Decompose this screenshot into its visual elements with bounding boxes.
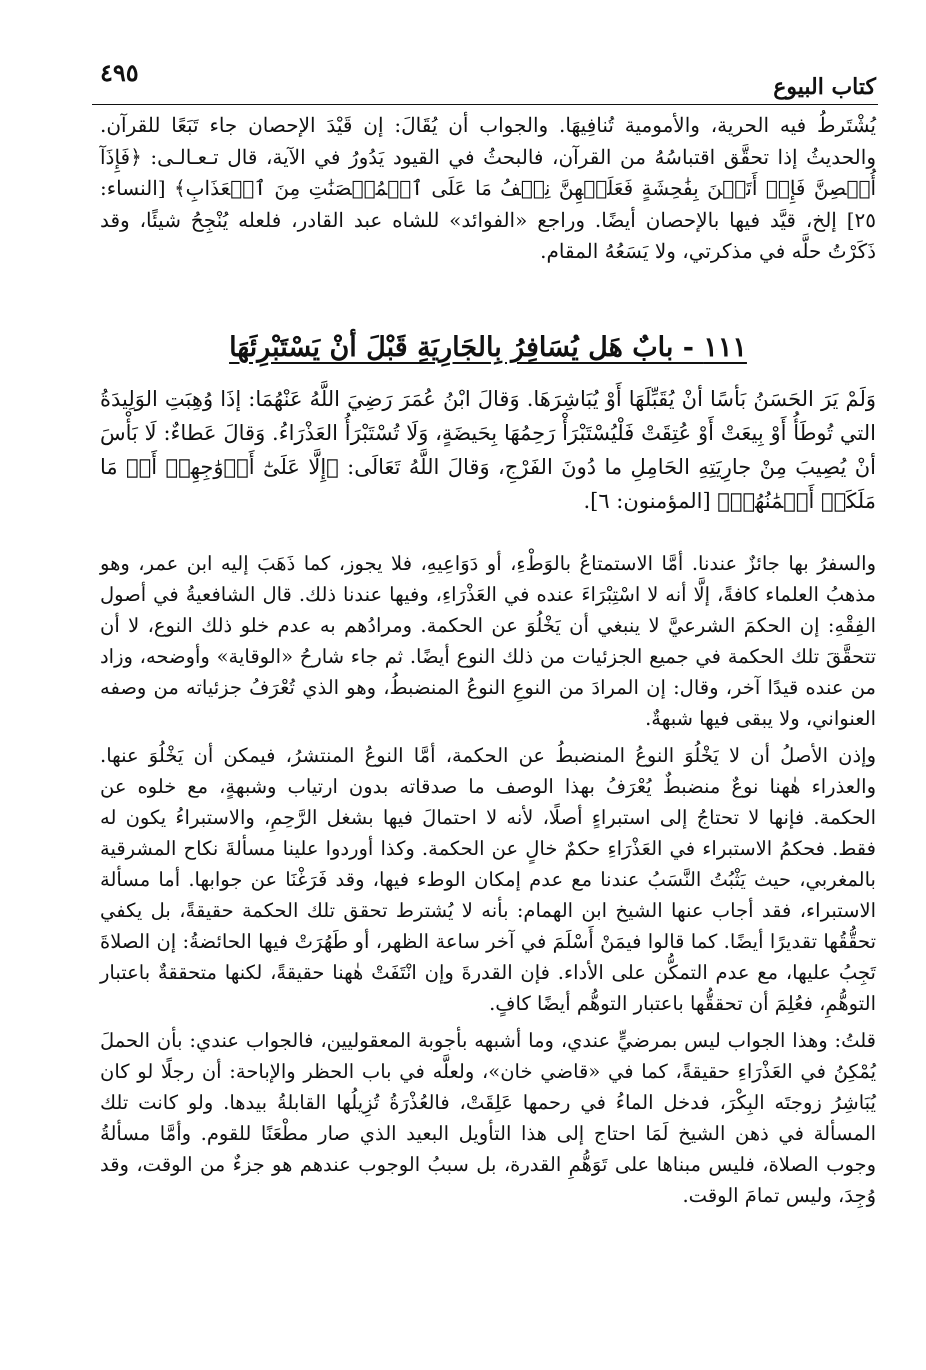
intro-paragraph: يُشْتَرطُ فيه الحرية، والأمومية تُنافِيهَا. والجواب أن يُقَالَ: إن قَيْدَ الإحصان جاء تَبَعًا للقرآن. والحديثُ إذا تحقَّق اقتباسُهُ من القرآن، فالبحثُ في القيود يَدُورُ في الآية، قال تـعـالـى: ﴿فَإِذَآ أُحۡصِنَّ فَإِنۡ أَتَيۡنَ بِفَٰحِشَةٍ فَعَلَيۡهِنَّ نِصۡفُ مَا عَلَى ٱلۡمُحۡصَنَٰتِ مِنَ ٱلۡعَذَابِ﴾ [النساء: ٢٥] إلخ، قيَّد فيها بالإحصان أيضًا. وراجع «الفوائد» للشاه عبد القادر، فلعله يُنْجِحُ شيئًا، وقد ذَكَرْتُ حلَّه في مذكرتي، ولا يَسَعُهُ المقام. — [100, 113, 876, 263]
chapter-title: ١١١ - بابٌ هَل يُسَافِرُ بِالجَارِيَةِ قَبْلَ أنْ يَسْتَبْرِئَهَا — [229, 332, 747, 363]
commentary-paragraph-2: وإذن الأصلُ أن لا يَخْلُوَ النوعُ المنضبطُ عن الحكمة، أمَّا النوعُ المنتشرُ، فيمكن أن يَخْلُوَ عنها. والعذراء هٰهنا نوعٌ منضبطٌ يُعْرَفُ بهذا الوصف ما صدقاته بدون ارتياب وشبهةٍ، مع خلوه عن الحكمة. فإنها لا تحتاجُ إلى استبراءٍ أصلًا، لأنه لا احتمالَ فيها بشغل الرَّحِمِ، والاستبراءُ يكون له فقط. فحكمُ الاستبراء في العَذْرَاءِ حكمٌ خالٍ عن الحكمة. وكذا أوردوا علينا مسألةَ نكاح المشرقية بالمغربي، حيث يَثْبُتُ النَّسَبُ عندنا مع عدم إمكان الوطء فيها، وقد فَرَغْنَا عن جوابها. أما مسألة الاستبراء، فقد أجاب عنها الشيخ ابن الهمام: بأنه لا يُشترط تحقق تلك الحكمة حقيقةً، بل يكفي تحقُّقُها تقديرًا أيضًا. كما قالوا فيمَنْ أَسْلَمَ في آخر ساعة الظهر، أو طَهُرَتْ فيها الحائضةُ: إن الصلاةَ تَجِبُ عليها، مع عدم التمكُّن على الأداء. فإن القدرةَ وإن انْتَفَتْ هٰهنا حقيقةً، لكنها متحققةٌ باعتبار التوهُّمِ، فعُلِمَ أن تحققُّها باعتبار التوهُّم أيضًا كافٍ. — [100, 744, 876, 1015]
running-title: كتاب البيوع — [773, 74, 876, 100]
page-header — [92, 58, 878, 105]
hadith-text: وَلَمْ يَرَ الحَسَنُ بَأسًا أنْ يُقَبِّلَهَا أَوْ يُبَاشِرَهَا. وَقالَ ابْنُ عُمَرَ رَضِيَ اللَّهُ عَنْهُمَا: إذَا وُهِبَتِ الوَلِيدَةُ التي تُوطَأُ أَوْ بِيعَتْ أَوْ عُتِقَتْ فَلْيُسْتَبْرَأْ رَحِمُهَا بِحَيضَةٍ، وَلَا تُسْتَبْرَأُ العَذْرَاءُ. وَقالَ عَطاءٌ: لَا بَأْسَ أنْ يُصِيبَ مِنْ جارِيَتِهِ الحَامِلِ ما دُونَ الفَرْجِ، وَقالَ اللَّهُ تَعَالَى: ﴿إِلَّا عَلَىٰٓ أَزۡوَٰجِهِمۡ أَوۡ مَا مَلَكَتۡ أَيۡمَٰنُهُمۡ﴾ [المؤمنون: ٦]. — [100, 387, 876, 513]
intro-paragraph-block — [100, 110, 876, 268]
commentary-block — [100, 548, 876, 1211]
hadith-text-block — [100, 382, 876, 518]
page-number: ٤٩٥ — [100, 58, 139, 87]
commentary-paragraph-3: قلتُ: وهذا الجواب ليس بمرضيٍّ عندي، وما أشبهه بأجوبة المعقوليين، فالجواب عندي: بأن الحملَ يُمْكِنُ في العَذْرَاءِ حقيقةً، كما في «قاضي خان»، ولعلَّه في باب الحظر والإباحة: أن رجلًا لو كان يُبَاشِرُ زوجتَه البِكْرَ، فدخل الماءُ في رحمها عَلِقَتْ، فالعُذْرَةُ تُزِيلُها القابلةُ بيدها. ولو كانت تلك المسألة في ذهن الشيخ لَمَا احتاج إلى هذا التأويل البعيد الذي صار مطْعَنًا للقوم. وأمَّا مسألةُ وجوب الصلاة، فليس مبناها على تَوَهُّمِ القدرة، بل سببُ الوجوب عندهم هو جزءٌ من الوقت، وقد وُجِدَ، وليس تمامَ الوقت. — [100, 1029, 876, 1207]
commentary-paragraph-1: والسفرُ بها جائزٌ عندنا. أمَّا الاستمتاعُ بالوَطْءِ، أو دَوَاعِيهِ، فلا يجوز، كما ذَهَبَ إليه ابن عمر، وهو مذهبُ العلماء كافةً، إلَّا أنه لا اسْتِبْرَاءَ عنده في العَذْرَاءِ، وفيها عندنا ذلك. قال الشافعيةُ في أصول الفِقْهِ: إن الحكمَ الشرعيَّ لا ينبغي أن يَخْلُوَ عن الحكمة. ومرادُهم به عدم خلو ذلك النوع، لا أن تتحقَّقَ تلك الحكمة في جميع الجزئيات من ذلك النوع أيضًا. ثم جاء شارحُ «الوقاية» وأوضحه، وزاد من عنده قيدًا آخر، وقال: إن المرادَ من النوعِ النوعُ المنضبطُ، وهو الذي تُعْرَفُ جزئياته من وصفه العنواني، ولا يبقى فيها شبهةٌ. — [100, 552, 877, 730]
